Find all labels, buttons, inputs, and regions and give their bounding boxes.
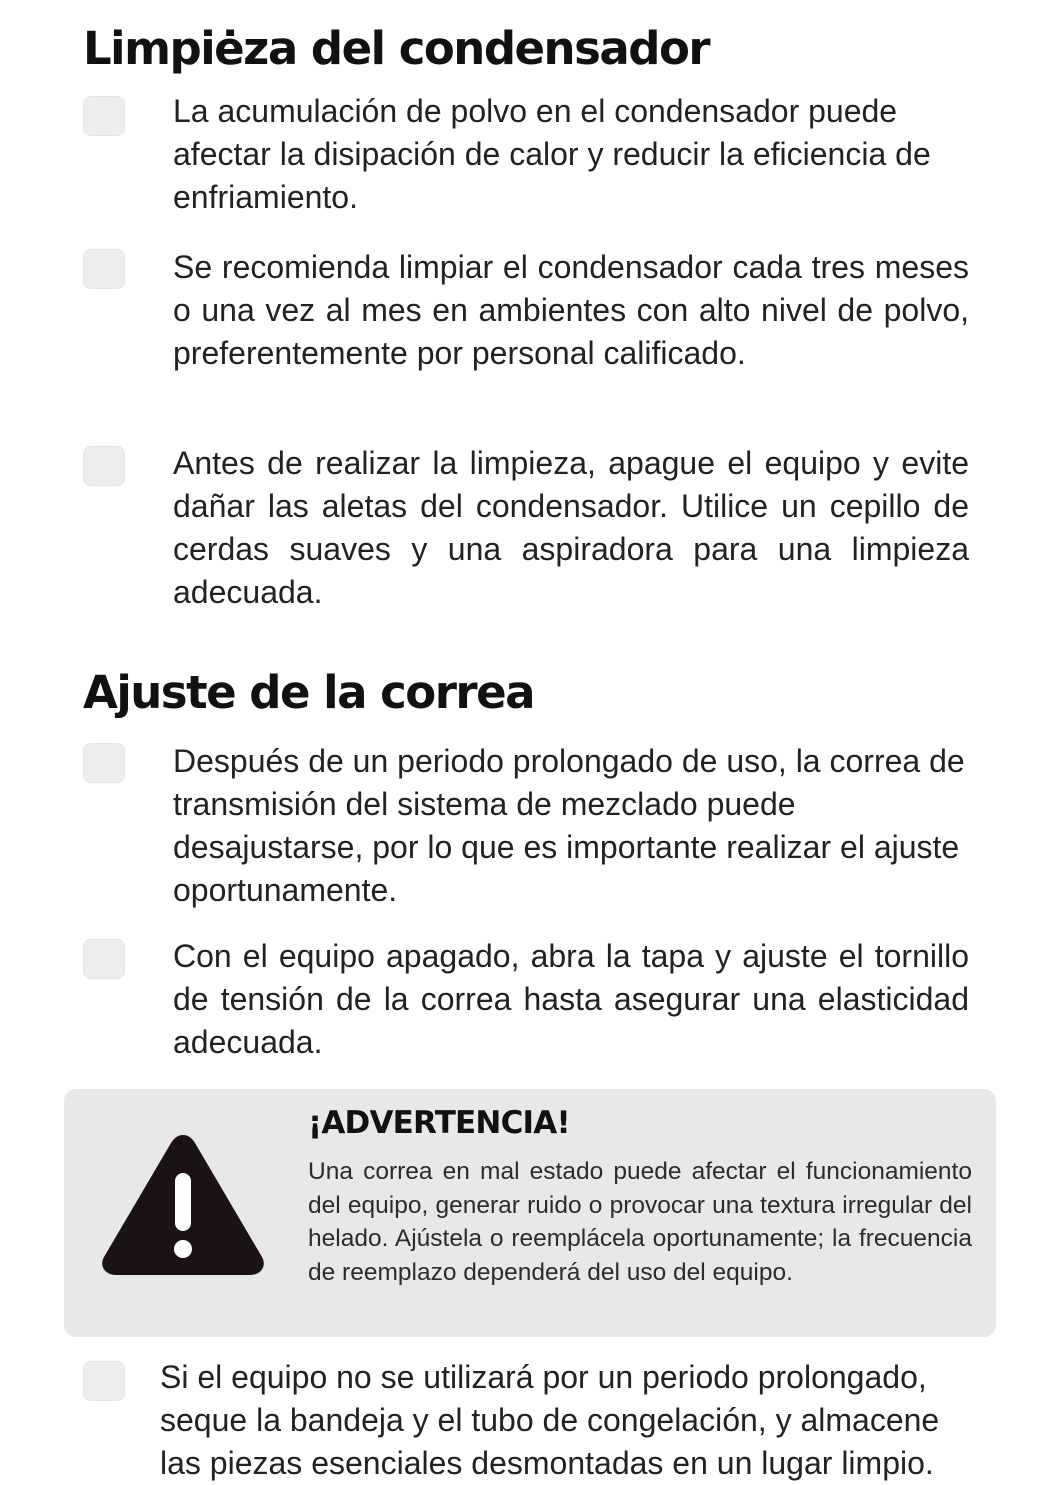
item-text: Se recomienda limpiar el condensador cada tres meses o una vez al mes en ambientes con alto nivel de polvo, preferentemente por personal calificado.: [173, 249, 969, 371]
checkbox[interactable]: [83, 939, 125, 979]
warning-triangle-icon: [98, 1129, 268, 1279]
warning-title: ¡ADVERTENCIA!: [308, 1105, 570, 1141]
warning-box: [64, 1089, 996, 1337]
item-text: Si el equipo no se utilizará por un periodo prolongado, seque la bandeja y el tubo de congelación, y almacene las piezas esenciales desmontadas en un lugar limpio.: [160, 1359, 940, 1481]
checkbox[interactable]: [83, 96, 125, 136]
checkbox[interactable]: [83, 1361, 125, 1401]
checkbox[interactable]: [83, 743, 125, 783]
checkbox[interactable]: [83, 249, 125, 289]
item-text: Después de un periodo prolongado de uso, la correa de transmisión del sistema de mezclado puede desajustarse, por lo que es importante realizar el ajuste oportunamente.: [173, 743, 965, 908]
section-title-condenser: Limpiėza del condensador: [83, 22, 710, 75]
checkbox[interactable]: [83, 446, 125, 486]
warning-text: Una correa en mal estado puede afectar el funcionamiento del equipo, generar ruido o provocar una textura irregular del helado. Ajústela o reemplácela oportunamente; la frecuencia de reemplazo dependerá del uso del equipo.: [308, 1158, 972, 1286]
item-text: Antes de realizar la limpieza, apague el equipo y evite dañar las aletas del condensador. Utilice un cepillo de cerdas suaves y una aspiradora para una limpieza adecuada.: [173, 445, 969, 610]
item-text: Con el equipo apagado, abra la tapa y ajuste el tornillo de tensión de la correa hasta asegurar una elasticidad adecuada.: [173, 938, 969, 1060]
section-title-belt: Ajuste de la correa: [83, 666, 534, 719]
item-text: La acumulación de polvo en el condensador puede afectar la disipación de calor y reducir la eficiencia de enfriamiento.: [173, 93, 931, 215]
